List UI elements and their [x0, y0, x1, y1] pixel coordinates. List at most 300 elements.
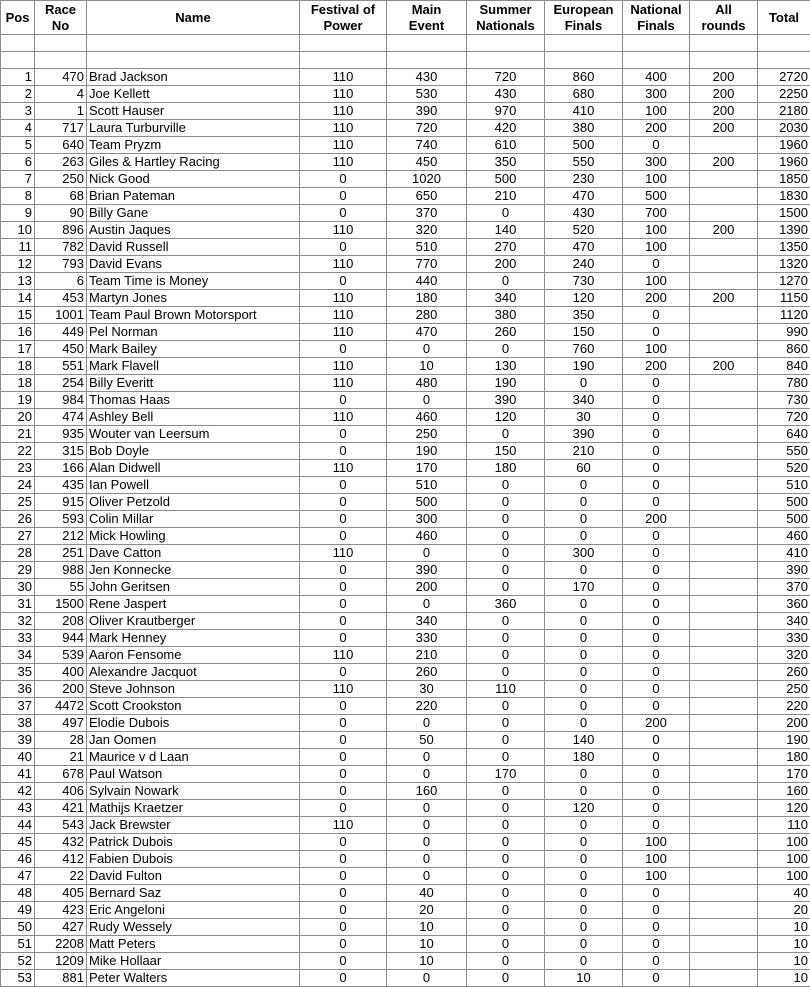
cell-european-finals: 430	[545, 205, 623, 222]
cell-name: Mark Flavell	[87, 358, 300, 375]
cell-european-finals: 730	[545, 273, 623, 290]
cell-total: 10	[758, 970, 810, 987]
cell-national-finals: 0	[623, 392, 690, 409]
cell-festival-of-power: 0	[300, 426, 387, 443]
cell-main-event: 200	[387, 579, 467, 596]
cell-summer-nationals: 0	[467, 579, 545, 596]
cell-main-event: 0	[387, 715, 467, 732]
cell-festival-of-power: 0	[300, 919, 387, 936]
cell-main-event: 1020	[387, 171, 467, 188]
cell-european-finals: 680	[545, 86, 623, 103]
cell-summer-nationals: 130	[467, 358, 545, 375]
cell-race-no: 435	[35, 477, 87, 494]
cell-national-finals: 0	[623, 902, 690, 919]
cell-summer-nationals: 0	[467, 885, 545, 902]
cell-european-finals: 0	[545, 375, 623, 392]
cell-european-finals: 140	[545, 732, 623, 749]
cell-all-rounds: 200	[690, 222, 758, 239]
cell-pos: 36	[1, 681, 35, 698]
cell-national-finals: 200	[623, 290, 690, 307]
cell-main-event: 260	[387, 664, 467, 681]
cell-festival-of-power: 110	[300, 545, 387, 562]
header-race-no: Race No	[35, 1, 87, 35]
table-row	[1, 307, 810, 324]
cell-name: Eric Angeloni	[87, 902, 300, 919]
cell-main-event: 180	[387, 290, 467, 307]
cell-race-no: 263	[35, 154, 87, 171]
cell-main-event: 250	[387, 426, 467, 443]
cell-name: Scott Hauser	[87, 103, 300, 120]
cell-race-no: 881	[35, 970, 87, 987]
cell-race-no: 406	[35, 783, 87, 800]
cell-pos: 17	[1, 341, 35, 358]
cell-name: Brian Pateman	[87, 188, 300, 205]
cell-summer-nationals: 0	[467, 834, 545, 851]
table-row	[1, 324, 810, 341]
cell-total: 2720	[758, 69, 810, 86]
table-row	[1, 868, 810, 885]
cell-total: 1350	[758, 239, 810, 256]
cell-race-no: 4472	[35, 698, 87, 715]
cell-total: 730	[758, 392, 810, 409]
cell-national-finals: 0	[623, 375, 690, 392]
cell-race-no: 915	[35, 494, 87, 511]
header-national-finals: National Finals	[623, 1, 690, 35]
cell-european-finals: 0	[545, 715, 623, 732]
cell-national-finals: 0	[623, 596, 690, 613]
cell-pos: 30	[1, 579, 35, 596]
cell-pos: 51	[1, 936, 35, 953]
cell-festival-of-power: 0	[300, 477, 387, 494]
cell-main-event: 370	[387, 205, 467, 222]
cell-summer-nationals: 180	[467, 460, 545, 477]
cell-pos: 44	[1, 817, 35, 834]
cell-summer-nationals: 0	[467, 426, 545, 443]
cell-summer-nationals: 350	[467, 154, 545, 171]
header-main-event: Main Event	[387, 1, 467, 35]
cell-european-finals: 470	[545, 188, 623, 205]
cell-pos: 40	[1, 749, 35, 766]
cell-race-no: 793	[35, 256, 87, 273]
cell-festival-of-power: 110	[300, 86, 387, 103]
cell-all-rounds	[690, 647, 758, 664]
cell-european-finals: 0	[545, 664, 623, 681]
cell-name: Joe Kellett	[87, 86, 300, 103]
cell-festival-of-power: 0	[300, 953, 387, 970]
cell-total: 1320	[758, 256, 810, 273]
header-european-finals: European Finals	[545, 1, 623, 35]
table-row	[1, 188, 810, 205]
cell-festival-of-power: 110	[300, 375, 387, 392]
table-row	[1, 409, 810, 426]
cell-pos: 28	[1, 545, 35, 562]
cell-total: 190	[758, 732, 810, 749]
cell-race-no: 432	[35, 834, 87, 851]
cell-pos: 31	[1, 596, 35, 613]
cell-race-no: 593	[35, 511, 87, 528]
cell-all-rounds	[690, 409, 758, 426]
table-row	[1, 392, 810, 409]
cell-all-rounds	[690, 749, 758, 766]
cell-main-event: 50	[387, 732, 467, 749]
cell-pos: 24	[1, 477, 35, 494]
cell-summer-nationals: 970	[467, 103, 545, 120]
cell-race-no: 208	[35, 613, 87, 630]
cell-total: 500	[758, 511, 810, 528]
cell-summer-nationals: 0	[467, 205, 545, 222]
cell-main-event: 0	[387, 392, 467, 409]
table-row	[1, 545, 810, 562]
cell-name: Mike Hollaar	[87, 953, 300, 970]
cell-main-event: 440	[387, 273, 467, 290]
cell-european-finals: 0	[545, 919, 623, 936]
cell-main-event: 510	[387, 239, 467, 256]
cell-race-no: 497	[35, 715, 87, 732]
cell-total: 40	[758, 885, 810, 902]
cell-pos: 46	[1, 851, 35, 868]
cell-main-event: 390	[387, 562, 467, 579]
cell-festival-of-power: 110	[300, 409, 387, 426]
cell-all-rounds	[690, 375, 758, 392]
cell-european-finals: 0	[545, 766, 623, 783]
cell-pos: 25	[1, 494, 35, 511]
cell-main-event: 650	[387, 188, 467, 205]
cell-european-finals: 240	[545, 256, 623, 273]
cell-summer-nationals: 0	[467, 511, 545, 528]
cell-main-event: 10	[387, 953, 467, 970]
cell-european-finals: 150	[545, 324, 623, 341]
cell-festival-of-power: 0	[300, 596, 387, 613]
cell-national-finals: 0	[623, 137, 690, 154]
blank-row	[1, 35, 810, 52]
cell-name: Scott Crookston	[87, 698, 300, 715]
cell-summer-nationals: 110	[467, 681, 545, 698]
cell-european-finals: 30	[545, 409, 623, 426]
cell-race-no: 55	[35, 579, 87, 596]
cell-national-finals: 200	[623, 358, 690, 375]
cell-pos: 6	[1, 154, 35, 171]
cell-main-event: 320	[387, 222, 467, 239]
cell-summer-nationals: 340	[467, 290, 545, 307]
cell-race-no: 543	[35, 817, 87, 834]
cell-national-finals: 0	[623, 749, 690, 766]
cell-name: Alan Didwell	[87, 460, 300, 477]
cell-total: 1390	[758, 222, 810, 239]
cell-pos: 38	[1, 715, 35, 732]
cell-summer-nationals: 0	[467, 868, 545, 885]
cell-european-finals: 350	[545, 307, 623, 324]
cell-race-no: 640	[35, 137, 87, 154]
cell-all-rounds	[690, 596, 758, 613]
cell-national-finals: 0	[623, 698, 690, 715]
table-row	[1, 120, 810, 137]
cell-national-finals: 100	[623, 222, 690, 239]
cell-european-finals: 230	[545, 171, 623, 188]
cell-national-finals: 0	[623, 664, 690, 681]
cell-european-finals: 170	[545, 579, 623, 596]
header-row	[1, 1, 810, 35]
table-row	[1, 936, 810, 953]
cell-all-rounds	[690, 885, 758, 902]
table-row	[1, 341, 810, 358]
cell-main-event: 280	[387, 307, 467, 324]
cell-european-finals: 0	[545, 494, 623, 511]
cell-national-finals: 200	[623, 715, 690, 732]
table-row	[1, 579, 810, 596]
cell-main-event: 0	[387, 817, 467, 834]
cell-european-finals: 520	[545, 222, 623, 239]
header-name: Name	[87, 1, 300, 35]
cell-name: David Fulton	[87, 868, 300, 885]
cell-total: 1850	[758, 171, 810, 188]
table-row	[1, 851, 810, 868]
cell-summer-nationals: 390	[467, 392, 545, 409]
cell-national-finals: 100	[623, 239, 690, 256]
cell-festival-of-power: 110	[300, 817, 387, 834]
table-row	[1, 783, 810, 800]
cell-all-rounds: 200	[690, 358, 758, 375]
cell-name: Mathijs Kraetzer	[87, 800, 300, 817]
table-row	[1, 766, 810, 783]
cell-national-finals: 100	[623, 341, 690, 358]
cell-main-event: 460	[387, 409, 467, 426]
cell-race-no: 412	[35, 851, 87, 868]
cell-race-no: 315	[35, 443, 87, 460]
cell-summer-nationals: 0	[467, 715, 545, 732]
cell-summer-nationals: 170	[467, 766, 545, 783]
cell-name: Paul Watson	[87, 766, 300, 783]
table-row	[1, 749, 810, 766]
cell-all-rounds: 200	[690, 86, 758, 103]
cell-name: Alexandre Jacquot	[87, 664, 300, 681]
cell-festival-of-power: 0	[300, 732, 387, 749]
cell-all-rounds	[690, 800, 758, 817]
cell-pos: 8	[1, 188, 35, 205]
cell-national-finals: 0	[623, 494, 690, 511]
cell-pos: 29	[1, 562, 35, 579]
cell-national-finals: 0	[623, 579, 690, 596]
cell-summer-nationals: 0	[467, 919, 545, 936]
cell-pos: 10	[1, 222, 35, 239]
cell-european-finals: 0	[545, 885, 623, 902]
cell-pos: 33	[1, 630, 35, 647]
cell-total: 340	[758, 613, 810, 630]
cell-main-event: 430	[387, 69, 467, 86]
cell-summer-nationals: 0	[467, 902, 545, 919]
cell-race-no: 717	[35, 120, 87, 137]
table-row	[1, 477, 810, 494]
cell-total: 1960	[758, 154, 810, 171]
cell-european-finals: 860	[545, 69, 623, 86]
cell-name: Rene Jaspert	[87, 596, 300, 613]
cell-total: 10	[758, 953, 810, 970]
table-row	[1, 902, 810, 919]
cell-all-rounds	[690, 460, 758, 477]
cell-race-no: 1500	[35, 596, 87, 613]
cell-festival-of-power: 0	[300, 613, 387, 630]
cell-festival-of-power: 0	[300, 528, 387, 545]
cell-total: 840	[758, 358, 810, 375]
cell-all-rounds	[690, 477, 758, 494]
cell-national-finals: 400	[623, 69, 690, 86]
cell-festival-of-power: 110	[300, 222, 387, 239]
cell-summer-nationals: 210	[467, 188, 545, 205]
cell-european-finals: 0	[545, 562, 623, 579]
table-row	[1, 511, 810, 528]
table-row	[1, 732, 810, 749]
cell-european-finals: 0	[545, 817, 623, 834]
cell-all-rounds: 200	[690, 290, 758, 307]
cell-all-rounds	[690, 239, 758, 256]
cell-total: 320	[758, 647, 810, 664]
cell-all-rounds	[690, 732, 758, 749]
cell-festival-of-power: 0	[300, 494, 387, 511]
cell-national-finals: 100	[623, 171, 690, 188]
table-row	[1, 273, 810, 290]
cell-total: 10	[758, 919, 810, 936]
cell-name: Colin Millar	[87, 511, 300, 528]
cell-name: Brad Jackson	[87, 69, 300, 86]
cell-total: 410	[758, 545, 810, 562]
cell-race-no: 450	[35, 341, 87, 358]
cell-pos: 42	[1, 783, 35, 800]
cell-all-rounds	[690, 562, 758, 579]
cell-european-finals: 0	[545, 630, 623, 647]
cell-festival-of-power: 0	[300, 936, 387, 953]
cell-european-finals: 120	[545, 800, 623, 817]
cell-main-event: 770	[387, 256, 467, 273]
cell-pos: 9	[1, 205, 35, 222]
cell-total: 640	[758, 426, 810, 443]
cell-festival-of-power: 0	[300, 749, 387, 766]
cell-total: 1270	[758, 273, 810, 290]
cell-festival-of-power: 0	[300, 698, 387, 715]
cell-national-finals: 0	[623, 528, 690, 545]
cell-pos: 49	[1, 902, 35, 919]
cell-main-event: 0	[387, 868, 467, 885]
cell-summer-nationals: 610	[467, 137, 545, 154]
cell-main-event: 0	[387, 970, 467, 987]
cell-summer-nationals: 430	[467, 86, 545, 103]
cell-festival-of-power: 0	[300, 171, 387, 188]
header-summer-nationals: Summer Nationals	[467, 1, 545, 35]
cell-name: Jack Brewster	[87, 817, 300, 834]
cell-national-finals: 0	[623, 681, 690, 698]
cell-main-event: 330	[387, 630, 467, 647]
cell-main-event: 390	[387, 103, 467, 120]
table-row	[1, 885, 810, 902]
cell-all-rounds	[690, 307, 758, 324]
table-row	[1, 698, 810, 715]
cell-race-no: 400	[35, 664, 87, 681]
cell-summer-nationals: 0	[467, 630, 545, 647]
cell-national-finals: 0	[623, 919, 690, 936]
cell-name: Thomas Haas	[87, 392, 300, 409]
cell-total: 2030	[758, 120, 810, 137]
cell-race-no: 474	[35, 409, 87, 426]
cell-race-no: 539	[35, 647, 87, 664]
cell-national-finals: 0	[623, 732, 690, 749]
cell-pos: 35	[1, 664, 35, 681]
cell-festival-of-power: 0	[300, 239, 387, 256]
cell-national-finals: 0	[623, 409, 690, 426]
cell-european-finals: 0	[545, 783, 623, 800]
cell-name: Peter Walters	[87, 970, 300, 987]
cell-main-event: 500	[387, 494, 467, 511]
cell-race-no: 251	[35, 545, 87, 562]
cell-race-no: 678	[35, 766, 87, 783]
cell-european-finals: 340	[545, 392, 623, 409]
cell-national-finals: 200	[623, 120, 690, 137]
cell-total: 200	[758, 715, 810, 732]
cell-pos: 1	[1, 69, 35, 86]
cell-summer-nationals: 0	[467, 732, 545, 749]
cell-race-no: 782	[35, 239, 87, 256]
cell-race-no: 423	[35, 902, 87, 919]
cell-race-no: 200	[35, 681, 87, 698]
cell-summer-nationals: 0	[467, 817, 545, 834]
cell-race-no: 90	[35, 205, 87, 222]
cell-name: Mark Bailey	[87, 341, 300, 358]
cell-name: Mick Howling	[87, 528, 300, 545]
cell-total: 460	[758, 528, 810, 545]
cell-summer-nationals: 380	[467, 307, 545, 324]
table-row	[1, 69, 810, 86]
cell-festival-of-power: 0	[300, 970, 387, 987]
cell-festival-of-power: 110	[300, 69, 387, 86]
cell-summer-nationals: 270	[467, 239, 545, 256]
cell-national-finals: 0	[623, 800, 690, 817]
cell-summer-nationals: 0	[467, 562, 545, 579]
cell-main-event: 740	[387, 137, 467, 154]
cell-pos: 26	[1, 511, 35, 528]
cell-festival-of-power: 0	[300, 783, 387, 800]
cell-race-no: 988	[35, 562, 87, 579]
cell-race-no: 1209	[35, 953, 87, 970]
cell-all-rounds	[690, 936, 758, 953]
table-row	[1, 630, 810, 647]
cell-name: Maurice v d Laan	[87, 749, 300, 766]
cell-national-finals: 0	[623, 477, 690, 494]
cell-european-finals: 0	[545, 953, 623, 970]
cell-all-rounds	[690, 392, 758, 409]
table-row	[1, 817, 810, 834]
cell-national-finals: 100	[623, 103, 690, 120]
cell-all-rounds	[690, 851, 758, 868]
cell-pos: 7	[1, 171, 35, 188]
cell-name: Steve Johnson	[87, 681, 300, 698]
table-row	[1, 375, 810, 392]
cell-race-no: 212	[35, 528, 87, 545]
cell-all-rounds	[690, 443, 758, 460]
cell-summer-nationals: 0	[467, 936, 545, 953]
cell-summer-nationals: 0	[467, 273, 545, 290]
cell-national-finals: 0	[623, 307, 690, 324]
cell-total: 180	[758, 749, 810, 766]
cell-all-rounds	[690, 494, 758, 511]
cell-race-no: 427	[35, 919, 87, 936]
cell-main-event: 480	[387, 375, 467, 392]
cell-pos: 39	[1, 732, 35, 749]
cell-festival-of-power: 0	[300, 579, 387, 596]
cell-total: 330	[758, 630, 810, 647]
table-row	[1, 715, 810, 732]
cell-total: 1960	[758, 137, 810, 154]
cell-summer-nationals: 260	[467, 324, 545, 341]
cell-national-finals: 0	[623, 613, 690, 630]
cell-pos: 21	[1, 426, 35, 443]
table-row	[1, 460, 810, 477]
